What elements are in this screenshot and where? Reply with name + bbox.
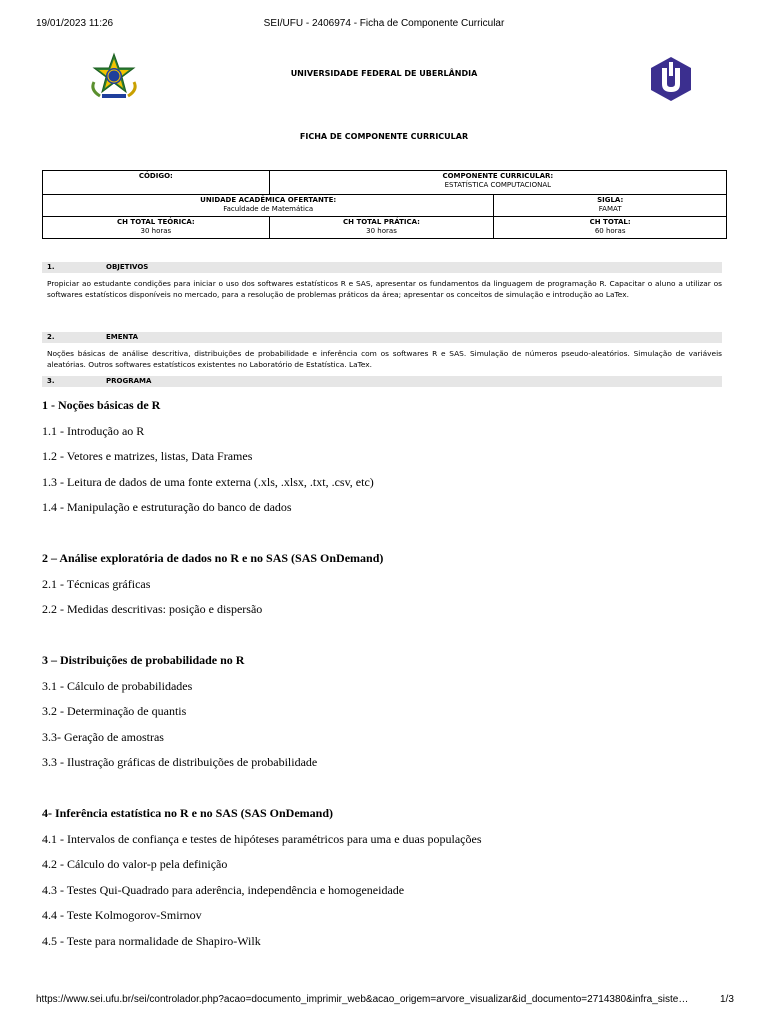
componente-label: COMPONENTE CURRICULAR: [442, 172, 554, 180]
programa-item: 1.1 - Introdução ao R [42, 424, 145, 438]
programa-item: 4.4 - Teste Kolmogorov-Smirnov [42, 908, 202, 922]
programa-item: 4.5 - Teste para normalidade de Shapiro-Wilk [42, 934, 261, 948]
section-title: EMENTA [106, 333, 139, 341]
section-number: 1. [47, 263, 55, 271]
document-title: FICHA DE COMPONENTE CURRICULAR [299, 132, 469, 141]
unidade-cell [43, 195, 494, 217]
codigo-label: CÓDIGO: [138, 172, 173, 180]
section-objetivos-header [42, 262, 722, 273]
ch-pratica-cell [269, 217, 494, 239]
ch-teorica-cell [43, 217, 270, 239]
programa-item: 3.1 - Cálculo de probabilidades [42, 679, 193, 693]
programa-item: 3.2 - Determinação de quantis [42, 704, 187, 718]
programa-heading: 1 - Noções básicas de R [42, 398, 161, 412]
programa-item: 1.2 - Vetores e matrizes, listas, Data Frames [42, 449, 253, 463]
print-datetime: 19/01/2023 11:26 [36, 18, 114, 29]
programa-heading: 3 – Distribuições de probabilidade no R [42, 653, 245, 667]
ementa-text: Noções básicas de análise descritiva, distribuições de probabilidade e inferência com os softwares R e SAS. Simulação de números pseudo-aleatórios. Simulação de variáveis aleatórias. Outros softwares estatísticos existentes no Laboratório de Estatística. LaTex. [47, 349, 722, 369]
section-title: OBJETIVOS [106, 263, 149, 271]
objetivos-text: Propiciar ao estudante condições para iniciar o uso dos softwares estatísticos R e SAS, apresentar os fundamentos da linguagem de programação R. Capacitar o aluno a utilizar os softwares estatísticos disponíveis no mercado, para a resolução de problemas práticos da área; apresentar os conceitos de simulação e introdução ao LaTex. [47, 279, 722, 299]
ch-total-cell [494, 217, 727, 239]
ch-pratica-label: CH TOTAL PRÁTICA: [343, 218, 420, 226]
ch-pratica-value: 30 horas [366, 227, 397, 235]
programa-item: 3.3- Geração de amostras [42, 730, 164, 744]
sigla-label: SIGLA: [597, 196, 624, 204]
programa-item: 2.1 - Técnicas gráficas [42, 577, 151, 591]
component-info-table [42, 170, 727, 239]
sigla-cell [494, 195, 727, 217]
ch-teorica-label: CH TOTAL TEÓRICA: [116, 218, 195, 226]
section-programa-header [42, 376, 722, 387]
programa-heading: 2 – Análise exploratória de dados no R e no SAS (SAS OnDemand) [42, 551, 384, 565]
codigo-cell [43, 171, 270, 195]
sigla-value: FAMAT [598, 205, 622, 213]
unidade-label: UNIDADE ACADÊMICA OFERTANTE: [200, 196, 337, 204]
ch-teorica-value: 30 horas [140, 227, 172, 235]
programa-item: 4.2 - Cálculo do valor-p pela definição [42, 857, 228, 871]
section-number: 3. [47, 377, 55, 385]
programa-item: 1.3 - Leitura de dados de uma fonte externa (.xls, .xlsx, .txt, .csv, etc) [42, 475, 374, 489]
university-name: UNIVERSIDADE FEDERAL DE UBERLÂNDIA [290, 69, 478, 78]
programa-item: 3.3 - Ilustração gráficas de distribuições de probabilidade [42, 755, 318, 769]
ch-total-label: CH TOTAL: [589, 218, 631, 226]
programa-heading: 4- Inferência estatística no R e no SAS (SAS OnDemand) [42, 806, 333, 820]
section-number: 2. [47, 333, 55, 341]
ch-total-value: 60 horas [594, 227, 626, 235]
brazil-coat-of-arms-icon [86, 52, 142, 104]
print-title: SEI/UFU - 2406974 - Ficha de Componente Curricular [263, 18, 505, 29]
programa-item: 4.3 - Testes Qui-Quadrado para aderência, independência e homogeneidade [42, 883, 405, 897]
componente-cell [269, 171, 726, 195]
programa-item: 2.2 - Medidas descritivas: posição e dispersão [42, 602, 263, 616]
print-page-number: 1/3 [720, 994, 734, 1005]
section-ementa-header [42, 332, 722, 343]
unidade-value: Faculdade de Matemática [223, 205, 314, 213]
print-url: https://www.sei.ufu.br/sei/controlador.php?acao=documento_imprimir_web&acao_origem=arvore_visualizar&id_documento=2714380&infra_siste… [36, 994, 689, 1005]
ufu-logo-icon [648, 56, 694, 102]
programa-item: 4.1 - Intervalos de confiança e testes de hipóteses paramétricos para uma e duas populações [42, 832, 482, 846]
programa-item: 1.4 - Manipulação e estruturação do banco de dados [42, 500, 292, 514]
componente-value: ESTATÍSTICA COMPUTACIONAL [444, 181, 552, 189]
section-title: PROGRAMA [106, 377, 152, 385]
